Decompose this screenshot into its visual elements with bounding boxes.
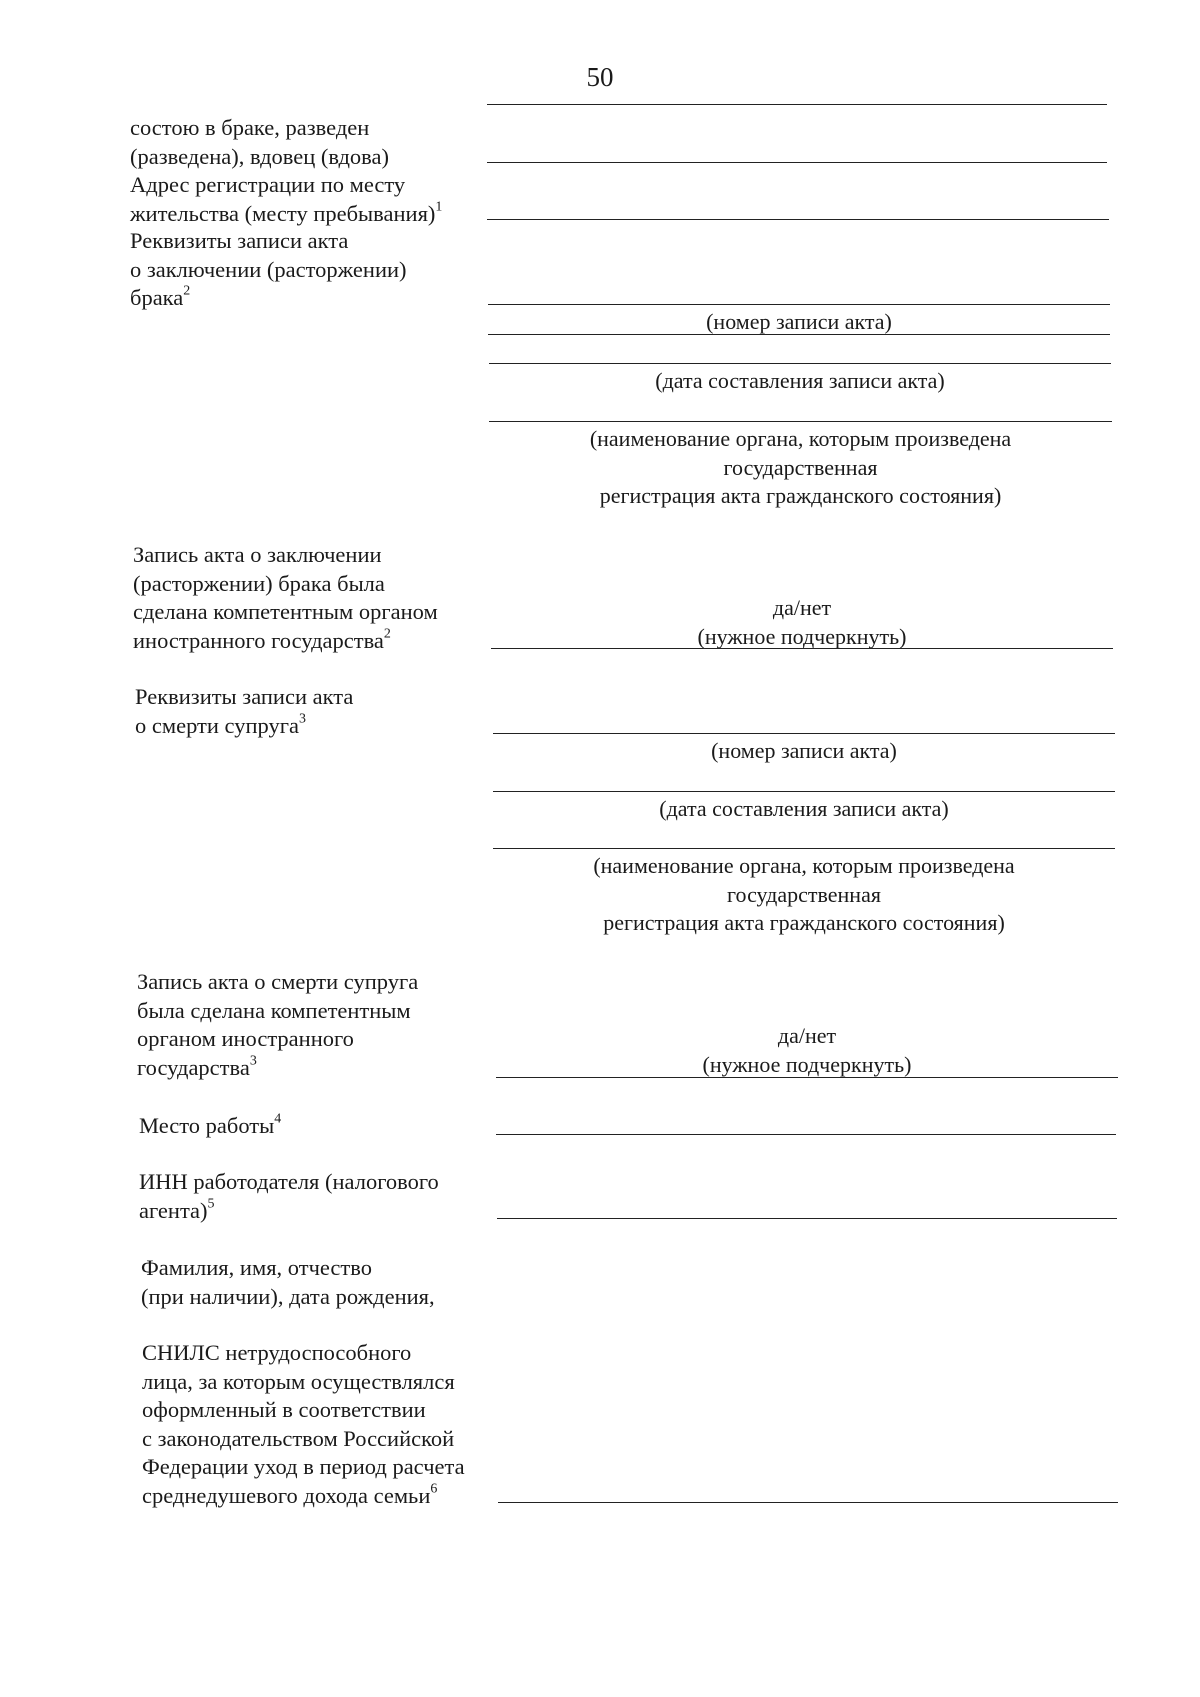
death-foreign-underline xyxy=(496,1077,1118,1078)
death-record-number-caption: (номер записи акта) xyxy=(711,738,897,763)
death-record-authority-caption: (наименование органа, которым произведена государственная регистрация акта гражданского состояния) xyxy=(593,853,1015,935)
caretaker-label: Фамилия, имя, отчество (при наличии), дата рождения, xyxy=(141,1255,435,1309)
workplace-field-line[interactable] xyxy=(496,1134,1116,1135)
marriage-record-date-field[interactable] xyxy=(489,363,1111,364)
marriage-record-number-field[interactable] xyxy=(488,304,1110,305)
marital-status-label: состою в браке, разведен (разведена), вдовец (вдова) xyxy=(130,115,389,169)
footnote-marker: 6 xyxy=(430,1481,438,1497)
marriage-foreign-underline xyxy=(491,648,1113,649)
marriage-foreign-answer[interactable]: да/нет (нужное подчеркнуть) xyxy=(697,595,907,649)
death-record-number-field[interactable] xyxy=(493,733,1115,734)
marital-status-field-line-2[interactable] xyxy=(487,162,1107,163)
caretaker-label-continued: СНИЛС нетрудоспособного лица, за которым осуществлялся оформленный в соответствии с законодательством Российской Федерации уход в период расчета среднедушевого дохода семьи$^6$ xyxy=(142,1340,465,1508)
footnote-marker: 2 xyxy=(183,283,191,299)
death-record-date-caption: (дата составления записи акта) xyxy=(659,796,949,821)
footnote-marker: 5 xyxy=(207,1196,215,1212)
death-record-authority-field[interactable] xyxy=(493,848,1115,849)
employer-inn-field-line[interactable] xyxy=(497,1218,1117,1219)
caretaker-field-line[interactable] xyxy=(498,1502,1118,1503)
marriage-record-authority-caption: (наименование органа, которым произведена государственная регистрация акта гражданского состояния) xyxy=(589,426,1012,508)
marriage-record-number-caption: (номер записи акта) xyxy=(706,309,892,334)
footnote-marker: 3 xyxy=(298,711,306,727)
footnote-marker: 4 xyxy=(274,1111,282,1127)
death-foreign-answer[interactable]: да/нет (нужное подчеркнуть) xyxy=(702,1023,912,1077)
footnote-marker: 2 xyxy=(383,626,391,642)
page-number: 50 xyxy=(586,62,614,92)
employer-inn-label: ИНН работодателя (налогового агента)$^5$ xyxy=(139,1169,439,1223)
marital-status-field-line-1[interactable] xyxy=(487,104,1107,105)
death-foreign-label: Запись акта о смерти супруга была сделана компетентным органом иностранного государства$^3$ xyxy=(137,969,419,1080)
marriage-record-authority-field[interactable] xyxy=(489,421,1112,422)
marriage-foreign-label: Запись акта о заключении (расторжении) брака была сделана компетентным органом иностранного государства$^2$ xyxy=(133,542,438,653)
marriage-record-date-caption: (дата составления записи акта) xyxy=(655,368,945,393)
registration-address-field-line[interactable] xyxy=(487,219,1109,220)
marriage-record-label: Реквизиты записи акта о заключении (расторжении) брака$^2$ xyxy=(130,228,407,310)
workplace-label: Место работы$^4$ xyxy=(139,1111,282,1138)
footnote-marker: 1 xyxy=(435,199,443,215)
marriage-record-number-underline xyxy=(488,334,1110,335)
footnote-marker: 3 xyxy=(249,1053,257,1069)
death-record-label: Реквизиты записи акта о смерти супруга$^3$ xyxy=(135,684,354,738)
death-record-date-field[interactable] xyxy=(493,791,1115,792)
registration-address-label: Адрес регистрации по месту жительства (месту пребывания)$^1$ xyxy=(130,172,443,226)
